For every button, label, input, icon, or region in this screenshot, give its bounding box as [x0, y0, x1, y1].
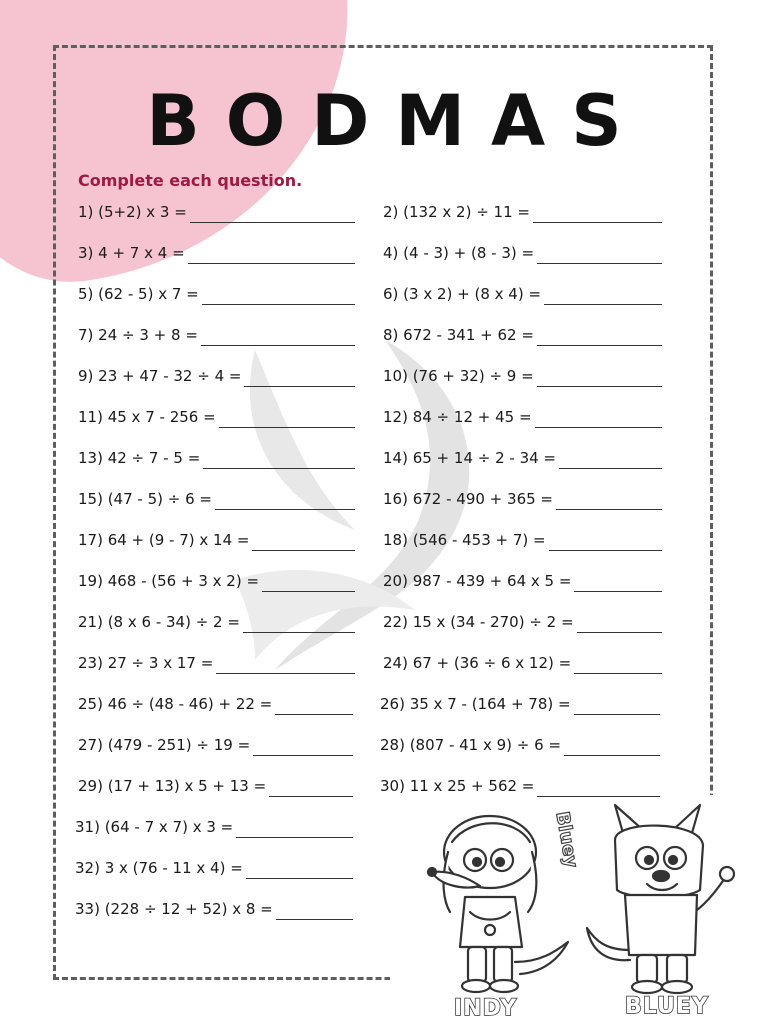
bluey-label: BLUEY [625, 994, 709, 1019]
answer-blank[interactable] [201, 329, 355, 346]
answer-blank[interactable] [564, 739, 660, 756]
question-item [78, 775, 353, 797]
answer-blank[interactable] [533, 206, 662, 223]
question-text: 30) 11 x 25 + 562 = [380, 777, 535, 795]
question-text: 32) 3 x (76 - 11 x 4) = [75, 859, 243, 877]
answer-blank[interactable] [559, 452, 662, 469]
question-text: 2) (132 x 2) ÷ 11 = [383, 203, 530, 221]
question-text: 13) 42 ÷ 7 - 5 = [78, 449, 201, 467]
answer-blank[interactable] [269, 780, 353, 797]
answer-blank[interactable] [216, 657, 355, 674]
question-item [78, 570, 355, 592]
question-text: 3) 4 + 7 x 4 = [78, 244, 185, 262]
question-text: 4) (4 - 3) + (8 - 3) = [383, 244, 535, 262]
question-item [75, 857, 353, 879]
answer-blank[interactable] [246, 862, 353, 879]
page-title: BODMAS [146, 80, 648, 162]
answer-blank[interactable] [244, 370, 355, 387]
question-item [383, 447, 662, 469]
answer-blank[interactable] [574, 575, 662, 592]
question-text: 28) (807 - 41 x 9) ÷ 6 = [380, 736, 562, 754]
question-text: 22) 15 x (34 - 270) ÷ 2 = [383, 613, 574, 631]
question-item [75, 898, 353, 920]
question-text: 26) 35 x 7 - (164 + 78) = [380, 695, 571, 713]
question-text: 31) (64 - 7 x 7) x 3 = [75, 818, 234, 836]
question-item [78, 488, 355, 510]
answer-blank[interactable] [549, 534, 662, 551]
answer-blank[interactable] [203, 452, 355, 469]
question-item [78, 242, 355, 264]
question-item [78, 611, 355, 633]
answer-blank[interactable] [215, 493, 355, 510]
question-text: 16) 672 - 490 + 365 = [383, 490, 553, 508]
answer-blank[interactable] [243, 616, 355, 633]
question-text: 7) 24 ÷ 3 + 8 = [78, 326, 198, 344]
answer-blank[interactable] [276, 903, 353, 920]
question-text: 14) 65 + 14 ÷ 2 - 34 = [383, 449, 557, 467]
question-item [383, 324, 662, 346]
answer-blank[interactable] [252, 534, 355, 551]
question-item [78, 734, 353, 756]
question-item [78, 529, 355, 551]
question-item [75, 816, 353, 838]
answer-blank[interactable] [537, 247, 662, 264]
question-text: 33) (228 ÷ 12 + 52) x 8 = [75, 900, 273, 918]
question-text: 11) 45 x 7 - 256 = [78, 408, 216, 426]
question-item [380, 734, 660, 756]
question-item [383, 529, 662, 551]
question-item [78, 324, 355, 346]
answer-blank[interactable] [537, 780, 660, 797]
question-text: 17) 64 + (9 - 7) x 14 = [78, 531, 250, 549]
question-item [383, 570, 662, 592]
question-text: 20) 987 - 439 + 64 x 5 = [383, 572, 572, 590]
question-text: 1) (5+2) x 3 = [78, 203, 187, 221]
answer-blank[interactable] [219, 411, 355, 428]
answer-blank[interactable] [275, 698, 353, 715]
answer-blank[interactable] [574, 698, 660, 715]
question-item [78, 201, 355, 223]
bluey-character-icon [585, 800, 735, 995]
instructions-text: Complete each question. [78, 171, 303, 190]
question-text: 24) 67 + (36 ÷ 6 x 12) = [383, 654, 572, 672]
answer-blank[interactable] [577, 616, 662, 633]
question-text: 23) 27 ÷ 3 x 17 = [78, 654, 214, 672]
question-item [78, 406, 355, 428]
question-text: 25) 46 ÷ (48 - 46) + 22 = [78, 695, 273, 713]
indy-character-icon [420, 812, 570, 997]
question-text: 18) (546 - 453 + 7) = [383, 531, 546, 549]
question-item [383, 611, 662, 633]
question-item [78, 365, 355, 387]
answer-blank[interactable] [188, 247, 355, 264]
answer-blank[interactable] [556, 493, 662, 510]
answer-blank[interactable] [202, 288, 355, 305]
question-item [380, 775, 660, 797]
answer-blank[interactable] [537, 329, 662, 346]
question-item [380, 693, 660, 715]
answer-blank[interactable] [537, 370, 662, 387]
answer-blank[interactable] [253, 739, 353, 756]
answer-blank[interactable] [262, 575, 355, 592]
question-text: 19) 468 - (56 + 3 x 2) = [78, 572, 260, 590]
answer-blank[interactable] [236, 821, 353, 838]
question-text: 27) (479 - 251) ÷ 19 = [78, 736, 251, 754]
question-item [383, 242, 662, 264]
question-item [383, 406, 662, 428]
question-text: 5) (62 - 5) x 7 = [78, 285, 199, 303]
question-text: 10) (76 + 32) ÷ 9 = [383, 367, 534, 385]
question-item [383, 488, 662, 510]
question-item [383, 283, 662, 305]
answer-blank[interactable] [190, 206, 355, 223]
question-text: 6) (3 x 2) + (8 x 4) = [383, 285, 542, 303]
answer-blank[interactable] [544, 288, 662, 305]
question-item [383, 652, 662, 674]
question-text: 12) 84 ÷ 12 + 45 = [383, 408, 532, 426]
question-text: 15) (47 - 5) ÷ 6 = [78, 490, 212, 508]
answer-blank[interactable] [574, 657, 662, 674]
question-item [78, 447, 355, 469]
question-item [383, 201, 662, 223]
question-text: 29) (17 + 13) x 5 + 13 = [78, 777, 267, 795]
question-text: 9) 23 + 47 - 32 ÷ 4 = [78, 367, 242, 385]
bluey-side-tag: Bluey [551, 810, 582, 870]
question-text: 21) (8 x 6 - 34) ÷ 2 = [78, 613, 240, 631]
question-item [78, 283, 355, 305]
question-item [383, 365, 662, 387]
answer-blank[interactable] [535, 411, 662, 428]
question-item [78, 693, 353, 715]
question-text: 8) 672 - 341 + 62 = [383, 326, 534, 344]
indy-label: INDY [454, 996, 518, 1021]
question-item [78, 652, 355, 674]
